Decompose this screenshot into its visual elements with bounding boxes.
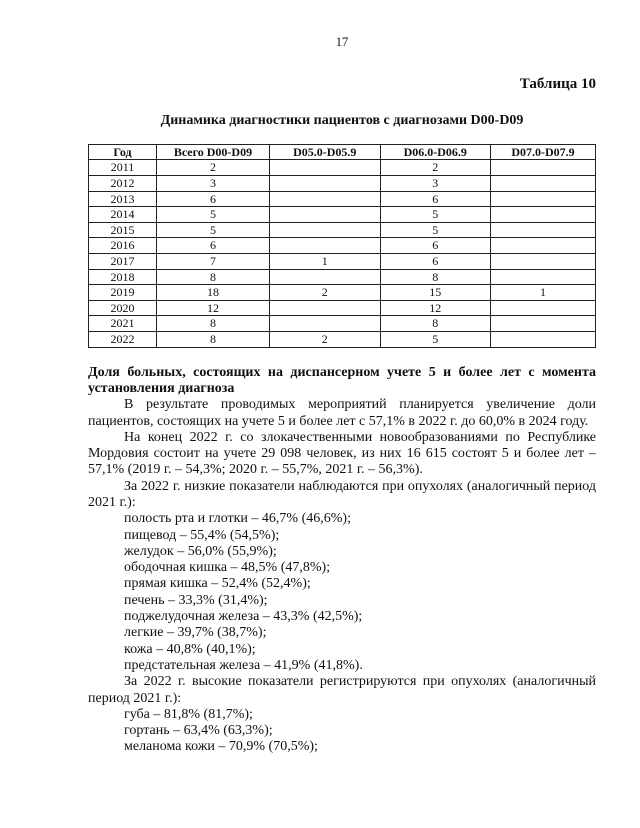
- table-cell: 5: [380, 332, 491, 348]
- table-cell: 8: [380, 269, 491, 285]
- header-d05: D05.0-D05.9: [269, 144, 380, 160]
- table-cell: 15: [380, 285, 491, 301]
- table-cell: [269, 300, 380, 316]
- list-item: поджелудочная железа – 43,3% (42,5%);: [124, 609, 363, 625]
- list-item: ободочная кишка – 48,5% (47,8%);: [124, 560, 331, 576]
- table-cell: 6: [380, 254, 491, 270]
- table-cell: [491, 316, 596, 332]
- table-cell: 2021: [89, 316, 157, 332]
- table-row: [89, 285, 596, 301]
- table-cell: 7: [156, 254, 269, 270]
- list-item: желудок – 56,0% (55,9%);: [124, 543, 277, 559]
- page-number: 17: [335, 35, 349, 49]
- table-cell: 2011: [89, 160, 157, 176]
- table-cell: 18: [156, 285, 269, 301]
- table-cell: 6: [380, 191, 491, 207]
- paragraph-high-rates: За 2022 г. высокие показатели регистрируются при опухолях (аналогичный период 2021 г.):: [88, 674, 596, 706]
- table-cell: 3: [156, 176, 269, 192]
- list-item: печень – 33,3% (31,4%);: [124, 592, 268, 608]
- table-cell: [491, 160, 596, 176]
- table-cell: 12: [380, 300, 491, 316]
- table-cell: [491, 191, 596, 207]
- table-cell: 6: [380, 238, 491, 254]
- table-cell: 2019: [89, 285, 157, 301]
- table-cell: 2: [269, 285, 380, 301]
- table-cell: [269, 160, 380, 176]
- table-cell: [269, 238, 380, 254]
- table-row: [89, 238, 596, 254]
- table-cell: [491, 300, 596, 316]
- list-item: кожа – 40,8% (40,1%);: [124, 641, 256, 657]
- table-cell: 2014: [89, 207, 157, 223]
- table-cell: [269, 207, 380, 223]
- table-row: [89, 316, 596, 332]
- table-cell: 2: [269, 332, 380, 348]
- table-row: [89, 176, 596, 192]
- table-cell: 8: [156, 269, 269, 285]
- table-title: Динамика диагностики пациентов с диагнозами D00-D09: [160, 112, 524, 128]
- table-cell: 8: [380, 316, 491, 332]
- diagnostics-table: [88, 144, 596, 348]
- list-item: легкие – 39,7% (38,7%);: [124, 625, 267, 641]
- list-item: предстательная железа – 41,9% (41,8%).: [124, 657, 363, 673]
- table-row: [89, 222, 596, 238]
- table-body: [89, 160, 596, 347]
- table-cell: [269, 222, 380, 238]
- table-cell: 2016: [89, 238, 157, 254]
- header-total: Всего D00-D09: [156, 144, 269, 160]
- table-row: [89, 191, 596, 207]
- paragraph-plan: В результате проводимых мероприятий планируется увеличение доли пациентов, состоящих на учете 5 и более лет с 57,1% в 2022 г. до 60,0% в 2024 году.: [88, 397, 596, 429]
- table-cell: [491, 238, 596, 254]
- list-item: пищевод – 55,4% (54,5%);: [124, 527, 280, 543]
- table-cell: [491, 332, 596, 348]
- table-cell: 12: [156, 300, 269, 316]
- table-cell: 5: [156, 207, 269, 223]
- table-cell: 5: [380, 207, 491, 223]
- table-cell: 1: [269, 254, 380, 270]
- table-cell: 8: [156, 332, 269, 348]
- table-cell: 2013: [89, 191, 157, 207]
- table-cell: [269, 191, 380, 207]
- list-item: прямая кишка – 52,4% (52,4%);: [124, 576, 311, 592]
- table-cell: 2017: [89, 254, 157, 270]
- table-cell: [491, 269, 596, 285]
- table-cell: 2018: [89, 269, 157, 285]
- table-row: [89, 269, 596, 285]
- table-row: [89, 160, 596, 176]
- table-cell: [269, 316, 380, 332]
- header-d06: D06.0-D06.9: [380, 144, 491, 160]
- high-rates-list: [88, 707, 596, 756]
- table-cell: 5: [156, 222, 269, 238]
- list-item: полость рта и глотки – 46,7% (46,6%);: [124, 511, 351, 527]
- header-year: Год: [89, 144, 157, 160]
- table-cell: [269, 176, 380, 192]
- table-cell: [491, 207, 596, 223]
- list-item: гортань – 63,4% (63,3%);: [124, 723, 273, 739]
- header-d07: D07.0-D07.9: [491, 144, 596, 160]
- paragraph-registered: На конец 2022 г. со злокачественными новообразованиями по Республике Мордовия состоит на учете 29 098 человек, из них 16 615 состоят 5 и более лет – 57,1% (2019 г. – 54,3%; 2020 г. – 55,7%, 2021 г. – 56,3%).: [88, 429, 596, 478]
- list-item: меланома кожи – 70,9% (70,5%);: [124, 739, 318, 755]
- list-item: губа – 81,8% (81,7%);: [124, 706, 253, 722]
- table-row: [89, 254, 596, 270]
- table-cell: [491, 222, 596, 238]
- low-rates-list: [88, 511, 596, 674]
- table-cell: 5: [380, 222, 491, 238]
- table-cell: 2: [380, 160, 491, 176]
- table-cell: 2012: [89, 176, 157, 192]
- table-cell: 8: [156, 316, 269, 332]
- table-cell: 1: [491, 285, 596, 301]
- table-cell: 2: [156, 160, 269, 176]
- table-cell: 6: [156, 191, 269, 207]
- table-cell: [491, 254, 596, 270]
- table-cell: 2015: [89, 222, 157, 238]
- paragraph-low-rates: За 2022 г. низкие показатели наблюдаются при опухолях (аналогичный период 2021 г.):: [88, 478, 596, 510]
- table-row: [89, 300, 596, 316]
- table-row: [89, 332, 596, 348]
- table-cell: [269, 269, 380, 285]
- table-cell: 3: [380, 176, 491, 192]
- table-cell: 6: [156, 238, 269, 254]
- table-label: Таблица 10: [519, 76, 596, 93]
- table-row: [89, 207, 596, 223]
- section-heading: Доля больных, состоящих на диспансерном учете 5 и более лет с момента установления диагноза: [88, 364, 596, 396]
- table-cell: 2022: [89, 332, 157, 348]
- table-cell: 2020: [89, 300, 157, 316]
- table-header-row: [89, 144, 596, 160]
- table-cell: [491, 176, 596, 192]
